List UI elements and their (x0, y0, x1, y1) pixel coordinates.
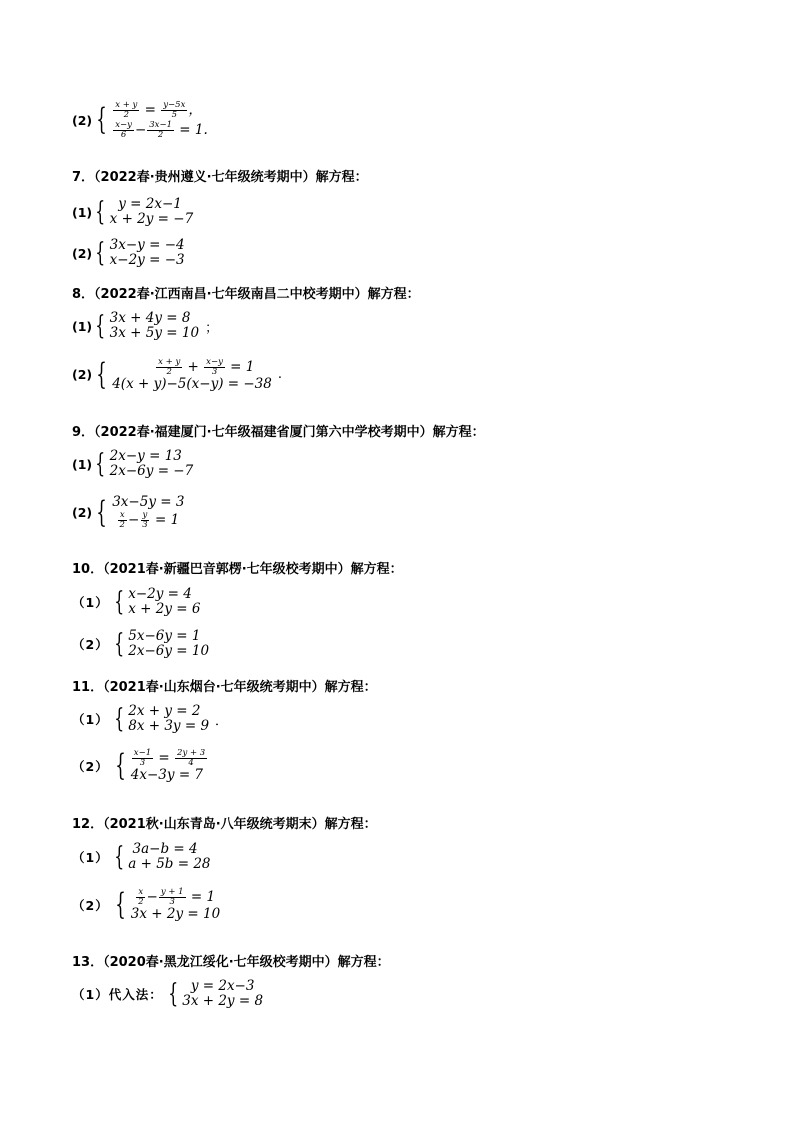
equation (182, 994, 263, 1009)
left-brace-icon: { (96, 494, 107, 530)
denominator: 3 (169, 897, 175, 907)
left-brace-icon: { (114, 747, 126, 783)
denominator: 2 (157, 130, 164, 140)
numerator: x−y (115, 120, 132, 130)
numerator: x + y (158, 357, 181, 367)
equation (131, 748, 208, 768)
equation-text: 3x + 2y = 10 (130, 906, 221, 922)
equation-text: = (154, 750, 175, 766)
denominator: 3 (211, 367, 218, 377)
equation-text: 3x + 2y = 8 (182, 993, 264, 1009)
part-label: （2） (72, 897, 109, 913)
trailing-punctuation: ． (215, 713, 229, 729)
numerator: 3x−1 (149, 120, 172, 130)
question-12-heading: 12．（2021秋·山东青岛·八年级统考期末）解方程： (72, 817, 377, 832)
equation-text: 4(x + y)−5(x−y) = −38 (112, 376, 272, 392)
equation-text: + (183, 359, 204, 375)
equation-system (182, 979, 263, 1009)
left-brace-icon: { (95, 197, 106, 227)
equation-text: x−2y = −3 (109, 252, 185, 268)
fraction (118, 511, 127, 530)
problem-7-part-1 (72, 197, 193, 227)
left-brace-icon: { (168, 979, 178, 1009)
equation (128, 857, 210, 872)
equation-text: x + 2y = −7 (109, 211, 194, 227)
part-label: (1) (72, 456, 93, 472)
problem-11-part-1 (72, 704, 228, 734)
left-brace-icon: { (114, 587, 124, 617)
equation-text: x + 2y = 6 (128, 601, 201, 617)
question-10-heading: 10．（2021春·新疆巴音郭楞·七年级校考期中）解方程： (72, 562, 403, 577)
question-7-heading: 7．（2022春·贵州遵义·七年级统考期中）解方程： (72, 170, 368, 185)
equation (110, 212, 194, 227)
question-8-heading: 8．（2022春·江西南昌·七年级南昌二中校考期中）解方程： (72, 287, 420, 302)
equation (128, 719, 209, 734)
denominator: 2 (138, 897, 144, 907)
equation-system (128, 629, 209, 659)
numerator: y + 1 (160, 887, 184, 897)
equation-text: x−2y = 4 (128, 586, 192, 602)
fraction (113, 121, 134, 140)
left-brace-icon: { (114, 704, 124, 734)
equation-text: 2x + y = 2 (128, 703, 201, 719)
equation-system (128, 587, 200, 617)
equation-text: = (140, 102, 161, 118)
numerator: 2y + 3 (177, 748, 206, 758)
fraction (204, 358, 225, 377)
equation-system (131, 887, 220, 922)
numerator: y (142, 510, 148, 520)
denominator: 3 (139, 758, 146, 768)
equation-system (112, 495, 184, 530)
equation (112, 120, 208, 140)
equation-text: 2x−y = 13 (109, 448, 182, 464)
left-brace-icon: { (114, 629, 124, 659)
equation (131, 907, 220, 922)
equation-text: 3x + 4y = 8 (109, 310, 191, 326)
equation (112, 100, 208, 120)
part-label: （1） (72, 595, 109, 610)
equation-text: 2x−6y = −7 (109, 463, 194, 479)
equation-system (131, 748, 208, 783)
fraction (159, 888, 186, 907)
equation-text: 8x + 3y = 9 (128, 718, 210, 734)
equation (110, 238, 185, 253)
denominator: 2 (119, 520, 125, 530)
equation-text: y = 2x−3 (182, 978, 255, 994)
problem-10-part-1 (72, 587, 200, 617)
part-label: (2) (72, 505, 93, 520)
fraction (140, 511, 149, 530)
equation (182, 979, 263, 994)
fraction (136, 888, 145, 907)
equation (112, 510, 184, 530)
problem-9-part-1 (72, 449, 193, 479)
numerator: x (138, 887, 144, 897)
equation (112, 357, 272, 377)
equation-text: − (146, 889, 158, 905)
part-label: （2） (72, 758, 109, 774)
equation (110, 311, 199, 326)
equation (112, 377, 272, 392)
problem-12-part-1 (72, 842, 211, 872)
left-brace-icon: { (96, 102, 107, 137)
equation (112, 495, 184, 510)
equation-text (131, 889, 135, 905)
left-brace-icon: { (114, 842, 124, 872)
numerator: x + y (115, 100, 138, 110)
left-brace-icon: { (114, 886, 126, 922)
equation (131, 768, 208, 783)
part-label: (2) (72, 245, 93, 261)
problem-6-part-2 (72, 100, 208, 140)
equation (128, 629, 209, 644)
equation-text: 3x−y = −4 (109, 237, 185, 253)
equation (128, 644, 209, 659)
denominator: 5 (171, 110, 178, 120)
equation (110, 197, 194, 212)
problem-7-part-2 (72, 238, 185, 268)
numerator: x (119, 510, 125, 520)
equation-text: 2x−6y = 10 (128, 643, 210, 659)
fraction (147, 121, 174, 140)
equation (128, 602, 200, 617)
equation (110, 326, 199, 341)
left-brace-icon: { (96, 356, 107, 392)
question-11-heading: 11．（2021春·山东烟台·七年级统考期中）解方程： (72, 680, 377, 695)
problem-8-part-2 (72, 357, 282, 392)
equation-text: 5x−6y = 1 (128, 628, 201, 644)
equation-system (110, 238, 185, 268)
equation-text: 3x−5y = 3 (112, 494, 185, 510)
equation (128, 704, 209, 719)
equation (131, 887, 220, 907)
part-label: （1） (72, 712, 109, 727)
left-brace-icon: { (95, 238, 106, 268)
equation-text (112, 359, 155, 375)
denominator: 3 (142, 520, 148, 530)
equation (128, 842, 210, 857)
numerator: x−y (206, 357, 223, 367)
equation (110, 449, 194, 464)
equation-text: 3x + 5y = 10 (109, 325, 200, 341)
fraction (156, 358, 182, 377)
equation-text: = 1. (174, 122, 208, 138)
equation-text: ， (188, 102, 202, 118)
fraction (161, 101, 187, 120)
trailing-punctuation: ； (205, 320, 219, 336)
problem-8-part-1 (72, 311, 218, 341)
equation (110, 253, 185, 268)
equation-text (112, 512, 116, 528)
numerator: x−1 (133, 748, 152, 758)
part-label: （1） (72, 850, 109, 865)
part-label: (1) (72, 204, 93, 220)
part-label: （1）代入法： (72, 987, 163, 1002)
part-label: (1) (72, 318, 93, 334)
equation (110, 464, 194, 479)
equation-system (112, 100, 208, 140)
equation-system (110, 197, 194, 227)
problem-13-part-1 (72, 979, 263, 1009)
equation (128, 587, 200, 602)
problem-9-part-2 (72, 495, 184, 530)
equation-text: 3a−b = 4 (128, 841, 198, 857)
equation-text: = 1 (186, 889, 216, 905)
equation-text: a + 5b = 28 (128, 856, 211, 872)
denominator: 2 (123, 110, 129, 120)
problem-10-part-2 (72, 629, 209, 659)
equation-system (110, 449, 194, 479)
numerator: y−5x (163, 100, 186, 110)
equation-text: = 1 (225, 359, 255, 375)
equation-system (110, 311, 199, 341)
fraction (132, 749, 153, 768)
trailing-punctuation: . (277, 367, 282, 382)
denominator: 4 (188, 758, 194, 768)
left-brace-icon: { (95, 311, 106, 341)
fraction (175, 749, 207, 768)
left-brace-icon: { (95, 449, 106, 479)
denominator: 2 (166, 367, 172, 377)
equation-system (128, 704, 209, 734)
equation-text: y = 2x−1 (109, 196, 182, 212)
part-label: (2) (72, 367, 93, 382)
problem-11-part-2 (72, 748, 208, 783)
fraction (113, 101, 139, 120)
equation-text: − (127, 512, 140, 528)
denominator: 6 (120, 130, 127, 140)
problem-12-part-2 (72, 887, 220, 922)
equation-text: 4x−3y = 7 (130, 767, 204, 783)
equation-system (112, 357, 272, 392)
equation-text: = 1 (150, 512, 180, 528)
part-label: (2) (72, 112, 93, 128)
equation-text: − (134, 122, 147, 138)
part-label: （2） (72, 637, 109, 652)
equation-system (128, 842, 210, 872)
question-9-heading: 9．（2022春·福建厦门·七年级福建省厦门第六中学校考期中）解方程： (72, 425, 485, 440)
question-13-heading: 13．（2020春·黑龙江绥化·七年级校考期中）解方程： (72, 955, 390, 970)
